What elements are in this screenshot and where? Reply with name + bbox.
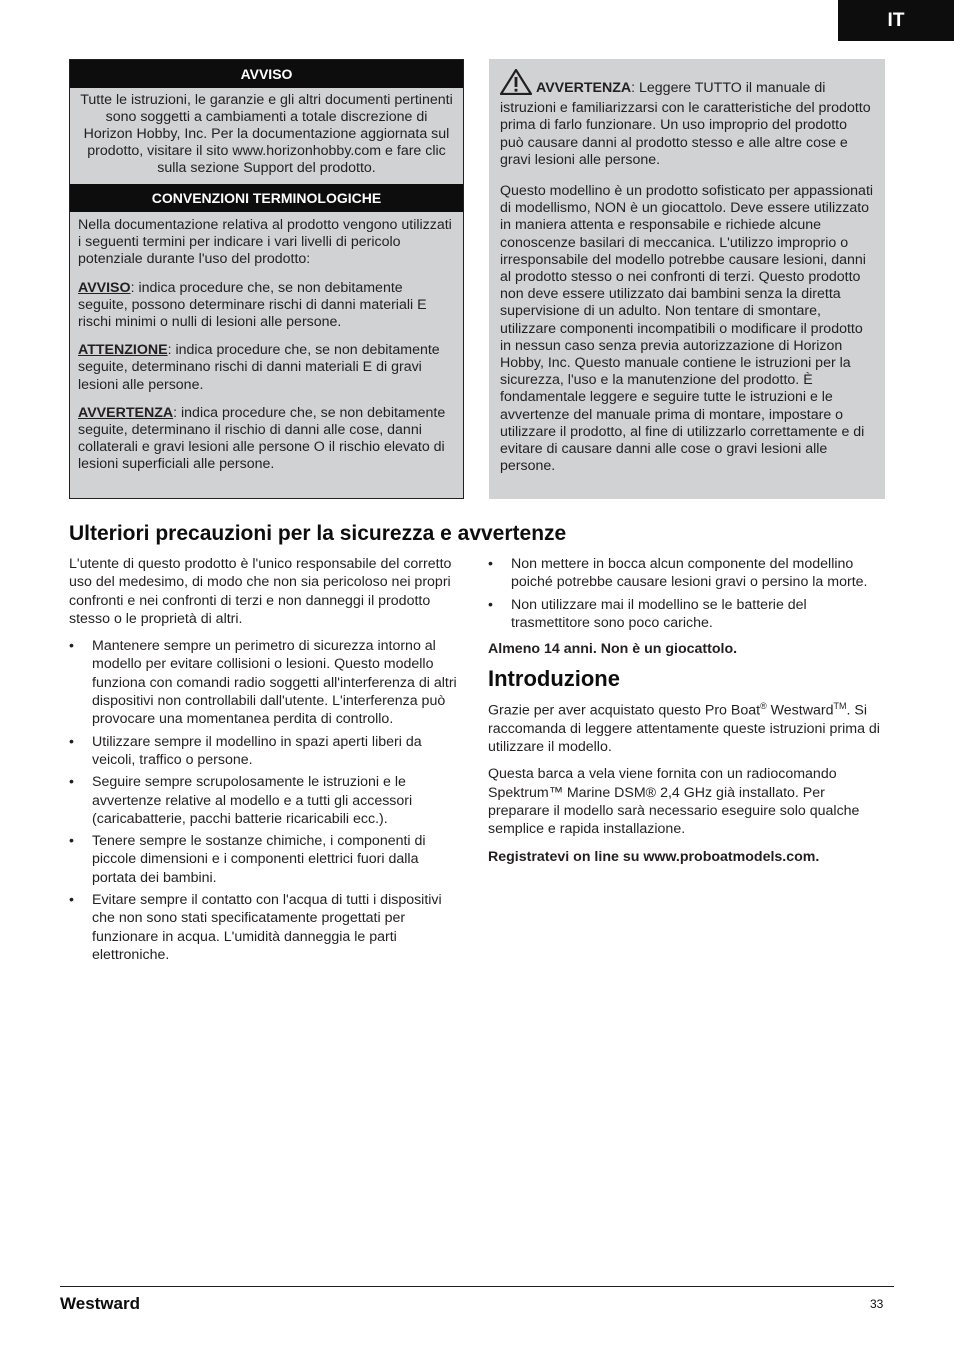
list-item xyxy=(69,637,461,728)
term-label: AVVISO xyxy=(78,279,131,296)
conventions-intro: Nella documentazione relativa al prodotto vengono utilizzati i seguenti termini per indicare i vari livelli di pericolo potenziale durante l'uso del prodotto: xyxy=(78,217,452,268)
list-item-text: Utilizzare sempre il modellino in spazi aperti liberi da veicoli, traffico o persone. xyxy=(92,733,422,768)
conventions-body xyxy=(70,212,463,474)
warning-label: AVVERTENZA xyxy=(536,80,632,96)
avviso-header: AVVISO xyxy=(70,60,463,88)
term-label: AVVERTENZA xyxy=(78,404,174,421)
safety-intro: L'utente di questo prodotto è l'unico responsabile del corretto uso del medesimo, di modo che non sia pericoloso nei propri confronti e nei confronti di terzi e non danneggi il prodotto stesso o le proprietà di altri. xyxy=(69,556,452,627)
bullet-dot: • xyxy=(488,596,493,613)
bullet-dot: • xyxy=(69,774,74,791)
bullet-dot: • xyxy=(488,556,493,572)
trademark-mark: TM xyxy=(833,700,847,711)
term-avvertenza xyxy=(78,405,455,474)
register-note: Registratevi on line su www.proboatmodels.com. xyxy=(488,848,820,865)
age-note: Almeno 14 anni. Non è un giocattolo. xyxy=(488,641,738,658)
safety-section-title: Ulteriori precauzioni per la sicurezza e avvertenze xyxy=(69,522,567,545)
list-item xyxy=(69,832,461,887)
list-item-text: Non mettere in bocca alcun componente del modellino poiché potrebbe causare lesioni gravi o persino la morte. xyxy=(511,556,868,591)
warning-triangle-icon xyxy=(500,69,532,100)
warning-text-1: : Leggere TUTTO il manuale di istruzioni e familiarizzarsi con le caratteristiche del prodotto prima di farlo funzionare. Un uso improprio del prodotto può causare danni al prodotto stesso e alle altre cose e gravi lesioni alle persone. xyxy=(500,80,871,168)
list-item xyxy=(488,596,888,633)
intro-text-b: Westward xyxy=(766,702,834,719)
bullet-dot: • xyxy=(69,833,74,850)
list-item-text: Tenere sempre le sostanze chimiche, i componenti di piccole dimensioni e i componenti elettrici fuori dalla portata dei bambini. xyxy=(92,833,426,886)
list-item-text: Seguire sempre scrupolosamente le istruzioni e le avvertenze relative al modello e a tutti gli accessori (caricabatterie, pacchi batterie ricaricabili ecc.). xyxy=(92,774,413,827)
safety-bullet-list xyxy=(69,637,461,964)
warning-paragraph-1 xyxy=(500,69,874,169)
bullet-dot: • xyxy=(69,733,74,750)
list-item-text: Evitare sempre il contatto con l'acqua di tutti i dispositivi che non sono stati specificatamente progettati per funzionare in acqua. L'umidità danneggia le parti elettroniche. xyxy=(92,892,442,963)
list-item-text: Mantenere sempre un perimetro di sicurezza intorno al modello per evitare collisioni o lesioni. Questo modello funziona con comandi radio soggetti all'interferenza di altri dispositivi non controllabili dall'utente. L'interferenza può provocare una momentanea perdita di controllo. xyxy=(92,638,457,728)
list-item-text: Non utilizzare mai il modellino se le batterie del trasmettitore sono poco cariche. xyxy=(511,596,807,631)
term-avviso xyxy=(78,280,455,332)
bullet-dot: • xyxy=(69,638,74,655)
intro-text-c: . Si raccomanda di leggere attentamente queste istruzioni prima di utilizzare il modello. xyxy=(488,702,880,756)
term-definition: : indica procedure che, se non debitamente seguite, determinano rischi di danni materiali E di gravi lesioni alle persone. xyxy=(78,342,440,393)
page-number: 33 xyxy=(870,1297,884,1311)
term-definition: : indica procedure che, se non debitamente seguite, possono determinare rischi di danni materiali E rischi minimi o nulli di lesioni alle persone. xyxy=(78,279,427,331)
footer-divider xyxy=(60,1286,894,1287)
avviso-text: Tutte le istruzioni, le garanzie e gli altri documenti pertinenti sono soggetti a cambiamenti a totale discrezione di Horizon Hobby, Inc. Per la documentazione aggiornata sul prodotto, visitare il sito www.horizonhobby.com e fare clic sulla sezione Support del prodotto. xyxy=(80,92,453,176)
intro-paragraph-1 xyxy=(488,697,888,757)
term-label: ATTENZIONE xyxy=(78,342,168,359)
list-item xyxy=(488,555,888,592)
list-item xyxy=(69,891,461,964)
intro-paragraph-2: Questa barca a vela viene fornita con un radiocomando Spektrum™ Marine DSM® 2,4 GHz già installato. Per preparare il modello sarà necessario eseguire solo qualche semplice e rapida installazione. xyxy=(488,766,860,838)
warning-box xyxy=(489,59,885,499)
notice-box xyxy=(69,59,464,499)
safety-right-column xyxy=(488,555,888,875)
list-item xyxy=(69,773,461,828)
language-tab: IT xyxy=(838,0,954,41)
term-definition: : indica procedure che, se non debitamente seguite, determinano il rischio di danni alle cose, danni collaterali e gravi lesioni alle persone O il rischio elevato di lesioni superficiali alle persone. xyxy=(78,404,446,473)
safety-left-column xyxy=(69,555,461,972)
term-attenzione xyxy=(78,342,455,394)
footer-title: Westward xyxy=(60,1294,140,1313)
registered-mark: ® xyxy=(760,700,767,711)
intro-title: Introduzione xyxy=(488,666,620,692)
intro-text-a: Grazie per aver acquistato questo Pro Boat xyxy=(488,702,761,719)
safety-bullet-list-right xyxy=(488,555,888,632)
bullet-dot: • xyxy=(69,892,74,909)
conventions-header: CONVENZIONI TERMINOLOGICHE xyxy=(70,184,463,212)
list-item xyxy=(69,733,461,770)
warning-paragraph-2: Questo modellino è un prodotto sofisticato per appassionati di modellismo, NON è un giocattolo. Deve essere utilizzato in maniera attenta e responsabile e richiede alcune conoscenze basilari di meccanica. L'utilizzo improprio o irresponsabile del modello potrebbe causare lesioni, danni al prodotto stesso o nei confronti di terzi. Questo prodotto non deve essere utilizzato dai bambini senza la diretta supervisione di un adulto. Non tentare di smontare, utilizzare componenti incompatibili o modificare il prodotto in nessun caso senza previa autorizzazione di Horizon Hobby, Inc. Questo manuale contiene le istruzioni per la sicurezza, l'uso e la manutenzione del prodotto. È fondamentale leggere e seguire tutte le istruzioni e le avvertenze del manuale prima di montare, impostare o utilizzare il prodotto, al fine di utilizzarlo correttamente e di evitare di causare danni alle cose o gravi lesioni alle persone. xyxy=(500,183,874,475)
